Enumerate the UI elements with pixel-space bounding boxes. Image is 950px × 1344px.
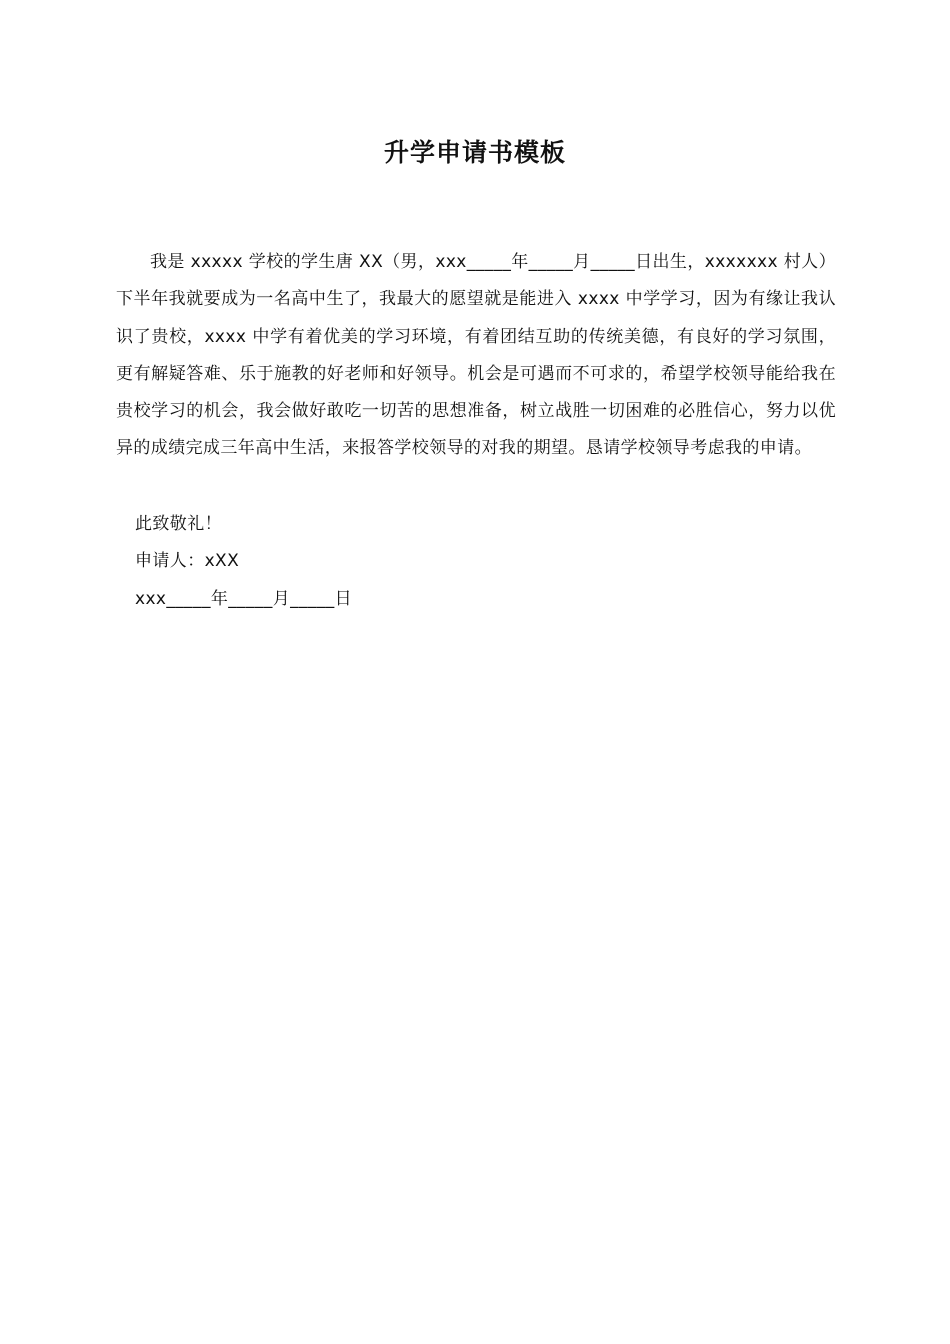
applicant-signature: 申请人：xXX — [135, 551, 240, 571]
application-date: xxx_____年_____月_____日 — [135, 589, 353, 609]
closing-salutation: 此致敬礼！ — [135, 514, 222, 534]
body-paragraph: 我是 xxxxx 学校的学生唐 XX（男，xxx_____年_____月_____日出生，xxxxxxx 村人）下半年我就要成为一名高中生了，我最大的愿望就是能进入 xxxx 中学学习，因为有缘让我认识了贵校，xxxx 中学有着优美的学习环境，有着团结互助的传统美德，有良好的学习氛围，更有解疑答难、乐于施教的好老师和好领导。机会是可遇而不可求的，希望学校领导能给我在贵校学习的机会，我会做好敢吃一切苦的思想准备，树立战胜一切困难的必胜信心，努力以优异的成绩完成三年高中生活，来报答学校领导的对我的期望。恳请学校领导考虑我的申请。 — [116, 252, 836, 459]
application-body — [116, 244, 836, 468]
document-title: 升学申请书模板 — [383, 138, 566, 167]
